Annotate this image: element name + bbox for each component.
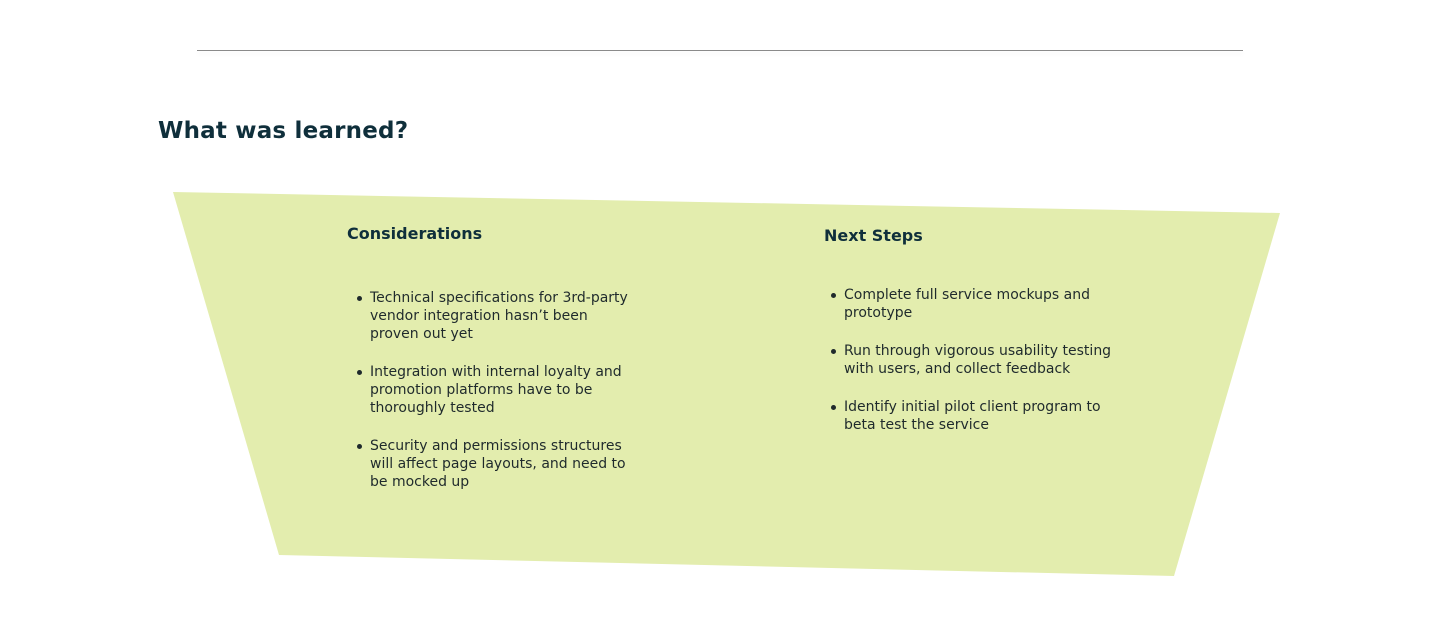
panel-background [173, 192, 1280, 576]
considerations-title: Considerations [347, 224, 483, 243]
considerations-item: Integration with internal loyalty and promotion platforms have to be thoroughly tested [370, 363, 632, 417]
considerations-item: Security and permissions structures will affect page layouts, and need to be mocked up [370, 437, 632, 491]
next-steps-item: Complete full service mockups and prototype [844, 286, 1112, 322]
next-steps-list [830, 286, 1112, 454]
next-steps-item: Run through vigorous usability testing with users, and collect feedback [844, 343, 1112, 377]
next-steps-item: Identify initial pilot client program to beta test the service [844, 398, 1112, 434]
considerations-list [356, 289, 632, 511]
section-title: What was learned? [158, 118, 409, 144]
next-steps-title: Next Steps [824, 226, 923, 245]
considerations-item: Technical specifications for 3rd-party vendor integration hasn’t been proven out yet [370, 289, 632, 343]
